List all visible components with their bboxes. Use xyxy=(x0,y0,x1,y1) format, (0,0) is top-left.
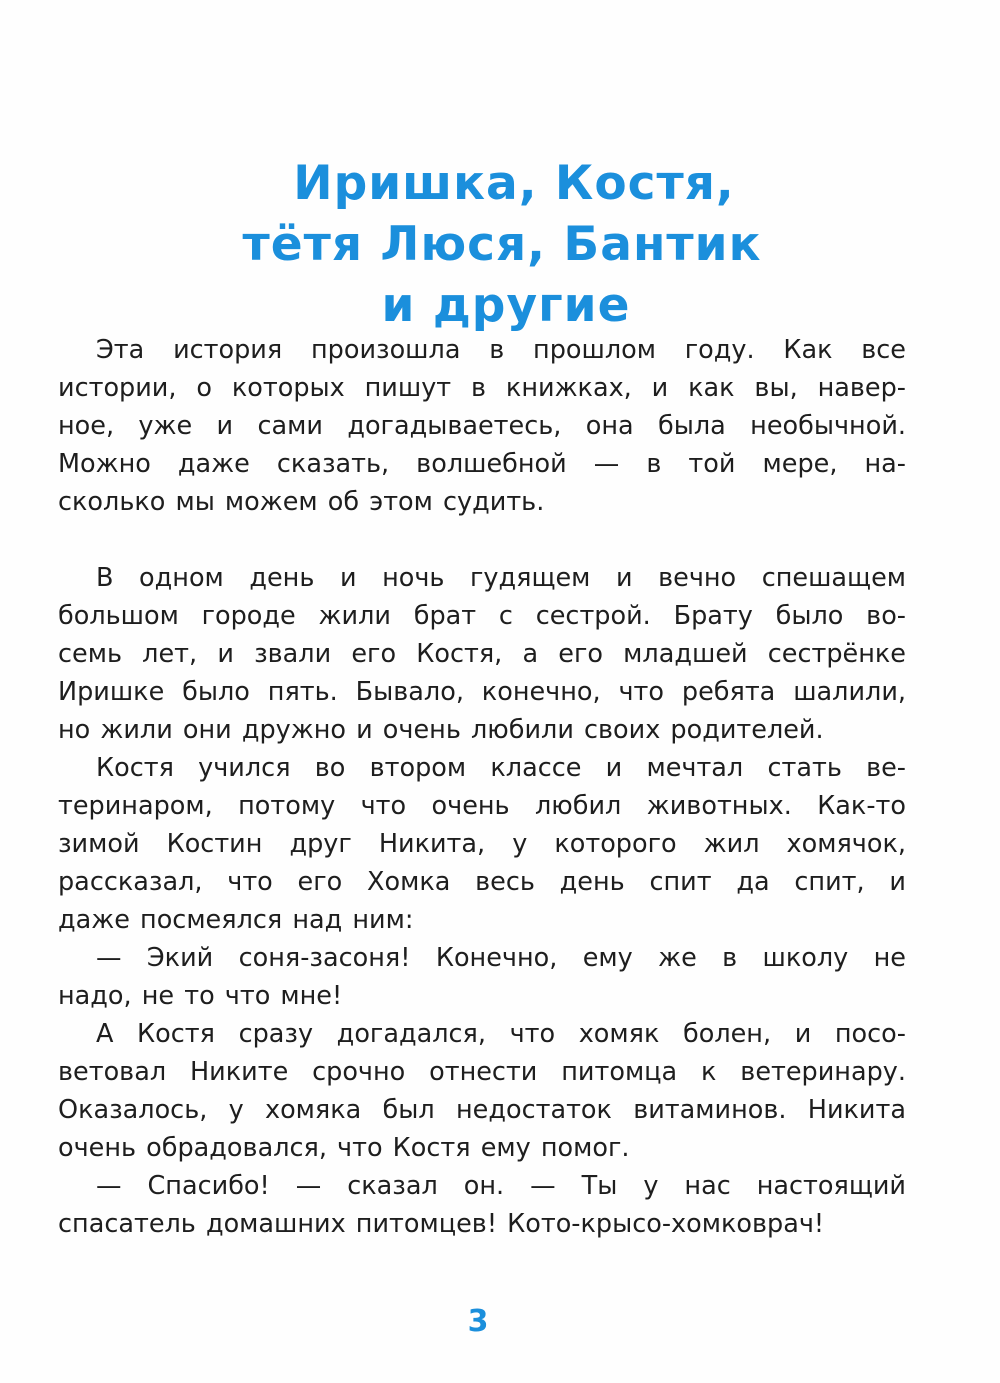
text-line: Можно даже сказать, волшебной — в той мере, на- xyxy=(58,449,906,479)
intro-paragraph xyxy=(58,331,906,521)
text-line: ветовал Никите срочно отнести питомца к ветеринару. xyxy=(58,1057,906,1087)
chapter-title-line-3: и другие xyxy=(381,278,631,334)
chapter-title-line-2: тётя Люся, Бантик xyxy=(242,217,762,273)
text-line: А Костя сразу догадался, что хомяк болен, и посо- xyxy=(96,1019,906,1049)
text-line: — Экий соня-засоня! Конечно, ему же в школу не xyxy=(96,943,906,973)
text-line: большом городе жили брат с сестрой. Брату было во- xyxy=(58,601,906,631)
text-line: семь лет, и звали его Костя, а его младшей сестрёнке xyxy=(58,639,906,669)
text-line: зимой Костин друг Никита, у которого жил хомячок, xyxy=(58,829,906,859)
text-line: надо, не то что мне! xyxy=(58,981,343,1011)
chapter-title xyxy=(0,153,1000,336)
text-line: рассказал, что его Хомка весь день спит да спит, и xyxy=(58,867,906,897)
text-line: ное, уже и сами догадываетесь, она была необычной. xyxy=(58,411,906,441)
text-line: — Спасибо! — сказал он. — Ты у нас настоящий xyxy=(96,1171,906,1201)
story-text xyxy=(58,559,906,1243)
text-line: Оказалось, у хомяка был недостаток витаминов. Никита xyxy=(58,1095,906,1125)
text-line: истории, о которых пишут в книжках, и как вы, навер- xyxy=(58,373,906,403)
text-line: спасатель домашних питомцев! Кото-крысо-хомковрач! xyxy=(58,1209,825,1239)
text-line: Эта история произошла в прошлом году. Как все xyxy=(96,335,906,365)
text-line: Костя учился во втором классе и мечтал стать ве- xyxy=(96,753,906,783)
page-number xyxy=(0,1302,1000,1342)
page-number-label: 3 xyxy=(467,1304,489,1339)
text-line: теринаром, потому что очень любил животных. Как-то xyxy=(58,791,906,821)
text-line: очень обрадовался, что Костя ему помог. xyxy=(58,1133,630,1163)
text-line: сколько мы можем об этом судить. xyxy=(58,487,545,517)
text-line: В одном день и ночь гудящем и вечно спешащем xyxy=(96,563,906,593)
text-line: Иришке было пять. Бывало, конечно, что ребята шалили, xyxy=(58,677,906,707)
chapter-title-line-1: Иришка, Костя, xyxy=(293,156,735,212)
text-line: но жили они дружно и очень любили своих родителей. xyxy=(58,715,824,745)
text-line: даже посмеялся над ним: xyxy=(58,905,414,935)
